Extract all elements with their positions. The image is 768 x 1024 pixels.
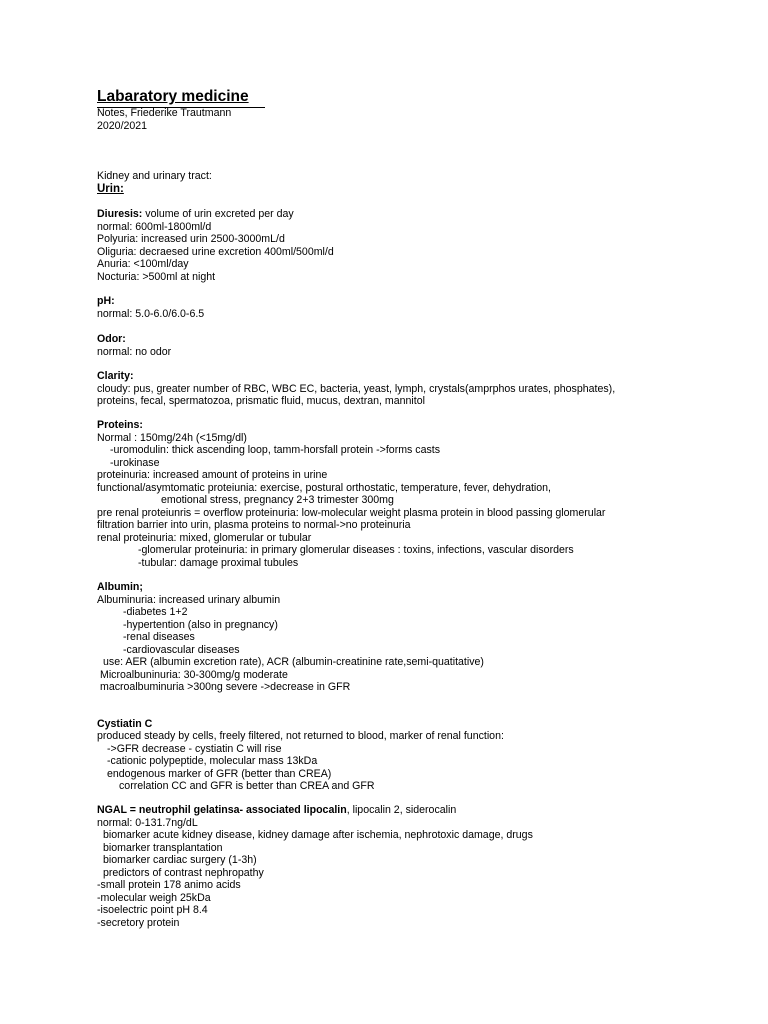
text-line: Oliguria: decraesed urine excretion 400ml/500ml/d <box>97 245 334 258</box>
ngal-suffix: , lipocalin 2, siderocalin <box>346 804 457 816</box>
text-line: -uromodulin: thick ascending loop, tamm-horsfall protein ->forms casts <box>110 444 441 456</box>
text-line: -diabetes 1+2 <box>123 606 188 618</box>
diuresis-definition: volume of urin excreted per day <box>142 208 294 220</box>
document-subtitle: Notes, Friederike Trautmann <box>97 107 232 119</box>
text-line: proteinuria: increased amount of proteins in urine <box>97 469 328 481</box>
text-line: -molecular weigh 25kDa <box>97 891 211 904</box>
document-title: Labaratory medicine <box>97 88 249 105</box>
text-line: predictors of contrast nephropathy <box>103 866 264 879</box>
diuresis-line <box>97 208 294 221</box>
text-line: biomarker transplantation <box>103 841 223 854</box>
text-line: correlation CC and GFR is better than CREA and GFR <box>119 780 375 792</box>
text-line: cloudy: pus, greater number of RBC, WBC EC, bacteria, yeast, lymph, crystals(amprphos urates, phosphates), <box>97 382 616 395</box>
text-line: Nocturia: >500ml at night <box>97 270 216 283</box>
text-line: -tubular: damage proximal tubules <box>138 556 299 569</box>
text-line: -cardiovascular diseases <box>123 643 240 656</box>
text-line: biomarker cardiac surgery (1-3h) <box>103 854 257 866</box>
text-line: normal: 600ml-1800ml/d <box>97 220 212 233</box>
text-line: Polyuria: increased urin 2500-3000mL/d <box>97 233 285 245</box>
text-line: use: AER (albumin excretion rate), ACR (albumin-creatinine rate,semi-quatitative) <box>103 656 484 668</box>
text-line: emotional stress, pregnancy 2+3 trimester 300mg <box>161 494 394 506</box>
text-line: -isoelectric point pH 8.4 <box>97 904 208 916</box>
document-year: 2020/2021 <box>97 120 148 132</box>
albumin-heading: Albumin; <box>97 581 143 593</box>
text-line: normal: no odor <box>97 345 172 358</box>
text-line: Albuminuria: increased urinary albumin <box>97 593 281 606</box>
text-line: Anuria: <100ml/day <box>97 258 189 270</box>
text-line: -glomerular proteinuria: in primary glomerular diseases : toxins, infections, vascular disorders <box>138 544 574 556</box>
text-line: biomarker acute kidney disease, kidney damage after ischemia, nephrotoxic damage, drugs <box>103 829 533 841</box>
text-line: produced steady by cells, freely filtered, not returned to blood, marker of renal function: <box>97 730 504 742</box>
ngal-label: NGAL = neutrophil gelatinsa- associated lipocalin <box>97 804 347 816</box>
ngal-heading <box>97 804 456 817</box>
text-line: Microalbuninuria: 30-300mg/g moderate <box>100 668 288 681</box>
text-line: -cationic polypeptide, molecular mass 13kDa <box>107 755 318 767</box>
text-line: -renal diseases <box>123 631 195 643</box>
text-line: -secretory protein <box>97 916 180 929</box>
text-line: Normal : 150mg/24h (<15mg/dl) <box>97 431 247 444</box>
text-line: -hypertention (also in pregnancy) <box>123 618 278 631</box>
odor-heading: Odor: <box>97 333 126 345</box>
text-line: filtration barrier into urin, plasma proteins to normal->no proteinuria <box>97 519 411 531</box>
section-heading-urin: Urin: <box>97 183 124 195</box>
text-line: renal proteinuria: mixed, glomerular or tubular <box>97 531 312 544</box>
diuresis-label: Diuresis: <box>97 208 143 220</box>
text-line: functional/asymtomatic proteiunia: exercise, postural orthostatic, temperature, fever, dehydration, <box>97 481 551 494</box>
text-line: ->GFR decrease - cystiatin C will rise <box>107 742 282 755</box>
text-line: normal: 0-131.7ng/dL <box>97 816 198 829</box>
topic-line: Kidney and urinary tract: <box>97 170 212 182</box>
proteins-heading: Proteins: <box>97 419 143 431</box>
text-line: macroalbuminuria >300ng severe ->decrease in GFR <box>100 681 351 693</box>
clarity-heading: Clarity: <box>97 370 134 382</box>
text-line: -urokinase <box>110 456 160 469</box>
cystatin-heading: Cystiatin C <box>97 717 153 730</box>
text-line: proteins, fecal, spermatozoa, prismatic fluid, mucus, dextran, mannitol <box>97 395 425 407</box>
text-line: pre renal proteiunris = overflow proteinuria: low-molecular weight plasma protein in blood passing glomerular <box>97 506 606 519</box>
text-line: endogenous marker of GFR (better than CREA) <box>107 767 332 780</box>
text-line: normal: 5.0-6.0/6.0-6.5 <box>97 307 205 320</box>
ph-heading: pH: <box>97 295 115 307</box>
text-line: -small protein 178 animo acids <box>97 879 241 891</box>
